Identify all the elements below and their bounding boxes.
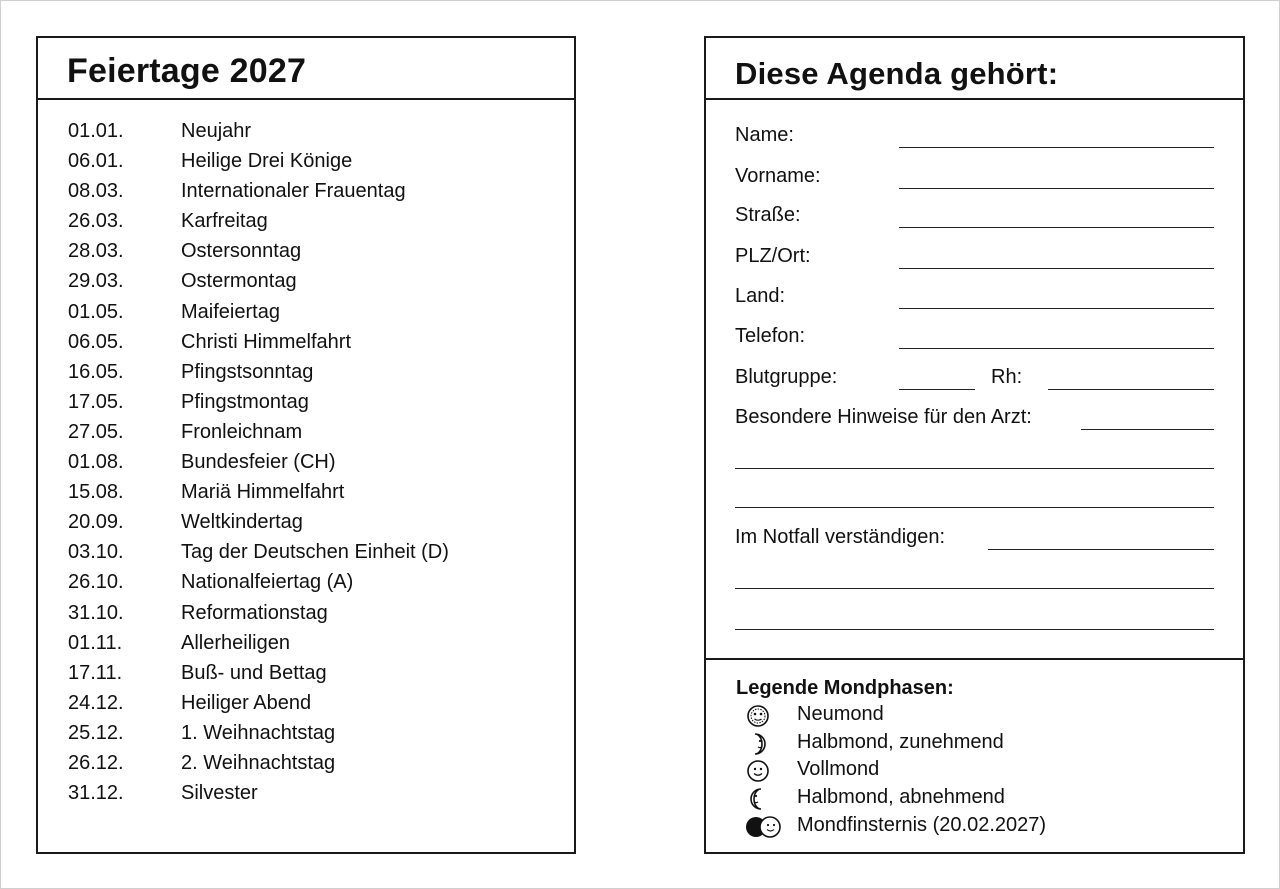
land-blank[interactable] (899, 308, 1214, 309)
full-moon-icon (746, 759, 770, 783)
notfall-line-3[interactable] (735, 629, 1214, 630)
plz-ort-label: PLZ/Ort: (735, 245, 811, 267)
holiday-row (68, 238, 564, 268)
notfall-row (735, 526, 1214, 554)
strasse-label: Straße: (735, 204, 801, 226)
holiday-name: Heilige Drei Könige (181, 150, 353, 173)
holiday-name: Heiliger Abend (181, 691, 312, 714)
name-blank[interactable] (899, 147, 1214, 148)
legend-label: Halbmond, zunehmend (797, 731, 1004, 753)
hinweise-row (735, 406, 1214, 434)
holiday-date: 16.05. (68, 360, 124, 383)
holiday-date: 01.01. (68, 120, 124, 142)
blutgruppe-row (735, 366, 1214, 394)
holiday-date: 06.01. (68, 150, 124, 173)
holiday-row (68, 630, 564, 660)
holiday-date: 03.10. (68, 541, 124, 564)
blutgruppe-blank[interactable] (899, 389, 975, 390)
strasse-row (735, 204, 1214, 232)
land-row (735, 285, 1214, 313)
holiday-name: Maifeiertag (181, 300, 280, 323)
waxing-half-moon-icon (746, 732, 770, 756)
holiday-row (68, 600, 564, 630)
holiday-row (68, 750, 564, 780)
holiday-row (68, 419, 564, 449)
holiday-name: Karfreitag (181, 210, 268, 233)
holiday-row (68, 780, 564, 810)
telefon-label: Telefon: (735, 325, 806, 347)
holiday-name: Weltkindertag (181, 511, 303, 534)
hinweise-blank[interactable] (1081, 429, 1214, 430)
vorname-label: Vorname: (735, 165, 821, 187)
holiday-date: 25.12. (68, 721, 124, 744)
holiday-name: 2. Weihnachtstag (181, 751, 336, 774)
holiday-date: 29.03. (68, 270, 124, 293)
holiday-row (68, 509, 564, 539)
owner-card (704, 36, 1245, 854)
holidays-card (36, 36, 576, 854)
legend-label: Vollmond (797, 758, 880, 780)
holiday-date: 24.12. (68, 691, 124, 714)
holiday-date: 01.11. (68, 631, 123, 654)
holiday-name: Mariä Himmelfahrt (181, 481, 345, 504)
holiday-row (68, 178, 564, 208)
holiday-row (68, 299, 564, 329)
holiday-date: 17.11. (68, 661, 123, 684)
holiday-date: 06.05. (68, 330, 124, 353)
holiday-date: 31.10. (68, 601, 124, 624)
holiday-list (68, 118, 564, 810)
holiday-date: 20.09. (68, 511, 124, 534)
vorname-blank[interactable] (899, 188, 1214, 189)
holiday-date: 26.10. (68, 571, 124, 594)
holiday-name: Christi Himmelfahrt (181, 330, 352, 353)
holiday-name: Bundesfeier (CH) (181, 451, 336, 474)
holiday-name: Allerheiligen (181, 631, 290, 654)
holiday-row (68, 690, 564, 720)
holiday-row (68, 148, 564, 178)
legend-label: Neumond (797, 703, 884, 725)
holiday-name: Tag der Deutschen Einheit (D) (181, 541, 449, 564)
holiday-date: 26.03. (68, 210, 124, 233)
holiday-row (68, 268, 564, 298)
telefon-row (735, 325, 1214, 353)
holiday-name: Nationalfeiertag (A) (181, 571, 354, 594)
notfall-label: Im Notfall verständigen: (735, 526, 946, 548)
holiday-date: 01.05. (68, 300, 124, 323)
holiday-name: Neujahr (181, 120, 252, 142)
waning-half-moon-icon (746, 787, 770, 811)
owner-title: Diese Agenda gehört: (735, 56, 1059, 91)
holiday-row (68, 720, 564, 750)
notfall-blank[interactable] (988, 549, 1214, 550)
holiday-row (68, 479, 564, 509)
name-label: Name: (735, 124, 794, 146)
land-label: Land: (735, 285, 786, 307)
holiday-date: 31.12. (68, 782, 124, 805)
holiday-row (68, 118, 564, 148)
holiday-name: Buß- und Bettag (181, 661, 327, 684)
holiday-name: Pfingstsonntag (181, 360, 314, 383)
holidays-title: Feiertage 2027 (67, 52, 307, 90)
holidays-header (38, 38, 574, 100)
legend-label: Mondfinsternis (20.02.2027) (797, 814, 1047, 836)
legend-divider (706, 658, 1243, 660)
holiday-row (68, 449, 564, 479)
holiday-name: Fronleichnam (181, 420, 303, 443)
hinweise-line-2[interactable] (735, 468, 1214, 469)
holiday-name: Ostersonntag (181, 240, 302, 263)
holiday-date: 17.05. (68, 390, 124, 413)
vorname-row (735, 165, 1214, 193)
owner-header (706, 38, 1243, 100)
holiday-date: 28.03. (68, 240, 124, 263)
hinweise-line-3[interactable] (735, 507, 1214, 508)
holiday-row (68, 389, 564, 419)
lunar-eclipse-icon (744, 815, 784, 839)
holiday-date: 15.08. (68, 481, 124, 504)
telefon-blank[interactable] (899, 348, 1214, 349)
plz-ort-blank[interactable] (899, 268, 1214, 269)
holiday-row (68, 569, 564, 599)
notfall-line-2[interactable] (735, 588, 1214, 589)
strasse-blank[interactable] (899, 227, 1214, 228)
legend-title: Legende Mondphasen: (736, 677, 954, 699)
holiday-row (68, 208, 564, 238)
holiday-date: 01.08. (68, 451, 124, 474)
name-row (735, 124, 1214, 152)
blutgruppe-label: Blutgruppe: (735, 366, 838, 388)
rh-label: Rh: (991, 366, 1023, 388)
plz-ort-row (735, 245, 1214, 273)
holiday-row (68, 359, 564, 389)
holiday-name: Internationaler Frauentag (181, 180, 406, 203)
holiday-row (68, 329, 564, 359)
holiday-name: Silvester (181, 782, 258, 805)
holiday-row (68, 660, 564, 690)
rh-blank[interactable] (1048, 389, 1214, 390)
holiday-name: Ostermontag (181, 270, 297, 293)
holiday-name: Reformationstag (181, 601, 328, 624)
legend-label: Halbmond, abnehmend (797, 786, 1005, 808)
holiday-date: 26.12. (68, 751, 124, 774)
holiday-row (68, 539, 564, 569)
holiday-name: 1. Weihnachtstag (181, 721, 336, 744)
holiday-name: Pfingstmontag (181, 390, 309, 413)
holiday-date: 27.05. (68, 420, 124, 443)
new-moon-icon (746, 704, 770, 728)
holiday-date: 08.03. (68, 180, 124, 203)
hinweise-label: Besondere Hinweise für den Arzt: (735, 406, 1032, 428)
